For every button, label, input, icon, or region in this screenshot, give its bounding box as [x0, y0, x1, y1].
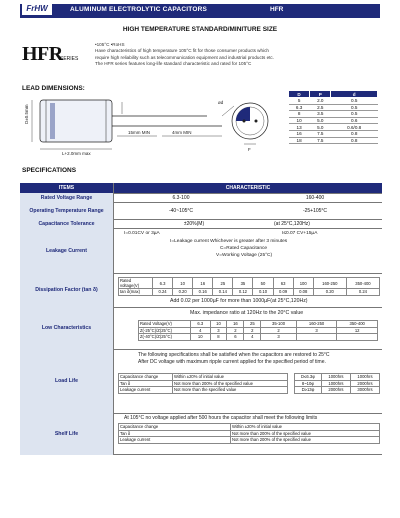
capacitance-tolerance-value: ±20%(M): [183, 220, 205, 227]
limit-cell: Not more than 200% of the specified value: [173, 380, 288, 387]
criterion-cell: Leakage current: [119, 437, 231, 444]
dim-cell: 8: [289, 111, 310, 118]
z-cell: [337, 334, 378, 341]
dim-cell: 0.8: [331, 137, 378, 144]
leakage-note: I=Leakage current Whichever is greater after 3 minutes: [170, 239, 288, 244]
load-life-line: After DC voltage with maximum ripple current applied for the specified period of time.: [138, 359, 326, 365]
lead-dimension-table: [288, 90, 378, 144]
dim-cell: 7.5: [310, 130, 331, 137]
shelf-life-label: Shelf Life: [20, 413, 113, 455]
z-cell: 3: [296, 327, 337, 334]
rated-voltage-high: 160-400: [305, 194, 325, 201]
dim-header: D: [289, 91, 310, 98]
voltage-cell: 350-400: [337, 321, 378, 328]
drawing-label-d-lead: ød: [218, 100, 224, 105]
table-row: [289, 124, 378, 131]
criterion-cell: Tan δ: [119, 430, 231, 437]
size-cell: 8~10φ: [295, 380, 322, 387]
tan-cell: 0.14: [213, 289, 233, 296]
hours-cell: 1000hrs: [350, 374, 379, 381]
description-line: The HFR series features long-life standard characteristic and rated for 105°C: [95, 61, 252, 67]
load-life-time-table: [294, 373, 380, 394]
dim-cell: 5.0: [310, 117, 331, 124]
table-row: [295, 380, 380, 387]
impedance-table: [138, 320, 378, 341]
shelf-life-table: [118, 423, 380, 444]
dissipation-table: [118, 277, 380, 296]
leakage-note: C=Rated Capacitance: [220, 246, 268, 251]
header-title: ALUMINUM ELECTROLYTIC CAPACITORS: [70, 6, 208, 13]
voltage-cell: 16: [193, 278, 213, 289]
tan-cell: 0.16: [193, 289, 213, 296]
brand-logo: FrHW: [22, 3, 52, 15]
table-row: [289, 130, 378, 137]
specifications-title: SPECIFICATIONS: [22, 167, 77, 174]
description-line: Have characteristics of high temperature 105°C fit for those consumer products which: [95, 48, 269, 54]
z-cell: 8: [210, 334, 227, 341]
dim-cell: 0.5: [331, 98, 378, 105]
criterion-cell: Capacitance change: [119, 374, 173, 381]
table-row: [295, 387, 380, 394]
table-row: [139, 334, 378, 341]
voltage-cell: 50: [253, 278, 273, 289]
limit-cell: Not more than 200% of the specified value: [231, 437, 380, 444]
table-row: [289, 111, 378, 118]
voltage-cell: 6.3: [191, 321, 211, 328]
z-cell: 4: [191, 327, 211, 334]
dim-cell: 13: [289, 124, 310, 131]
z-cell: 6: [227, 334, 244, 341]
dim-cell: 16: [289, 130, 310, 137]
z-cell: 12: [337, 327, 378, 334]
voltage-cell: 35: [233, 278, 253, 289]
limit-cell: Not more than 200% of the specified value: [231, 430, 380, 437]
tan-cell: 0.12: [233, 289, 253, 296]
table-row: [119, 437, 380, 444]
dim-cell: 2.0: [310, 98, 331, 105]
table-row: [119, 289, 380, 296]
dim-cell: 10: [289, 117, 310, 124]
z-cell: 3: [261, 334, 296, 341]
series-word: SERIES: [60, 56, 79, 62]
description-line: •105°C •RoHS: [95, 42, 125, 47]
table-row: [289, 98, 378, 105]
operating-temp-high: -25+105°C: [302, 207, 328, 214]
table-row: [119, 387, 288, 394]
load-life-label: Load Life: [20, 349, 113, 413]
z-cell: 4: [244, 334, 261, 341]
dim-cell: 5: [289, 98, 310, 105]
dim-cell: 6.3: [289, 104, 310, 111]
operating-temp-label: Operating Temperature Range: [20, 202, 113, 219]
hours-cell: 1000hrs: [321, 380, 350, 387]
leakage-current-label: Leakage Current: [20, 228, 113, 273]
lead-dimension-drawing: [22, 94, 277, 156]
hours-cell: 3000hrs: [350, 387, 379, 394]
voltage-cell: 100: [293, 278, 313, 289]
voltage-cell: 350-400: [346, 278, 379, 289]
rated-voltage-low: 6.3-100: [172, 194, 190, 201]
voltage-cell: 25: [244, 321, 261, 328]
tan-cell: 0.08: [293, 289, 313, 296]
voltage-cell: 16: [227, 321, 244, 328]
z-cell: 3: [210, 327, 227, 334]
drawing-label-f: F: [248, 147, 251, 152]
dim-cell: 0.5: [331, 111, 378, 118]
tan-cell: 0.10: [253, 289, 273, 296]
load-life-table: [118, 373, 288, 394]
row-label: Rated Voltage(V): [139, 321, 191, 328]
table-row: [289, 104, 378, 111]
hours-cell: 1000hrs: [321, 374, 350, 381]
dissipation-note: Add 0.02 per 1000µF for more than 1000µF(at 25°C,120Hz): [170, 298, 308, 304]
characteristic-header: CHARACTERISTIC: [114, 183, 382, 193]
drawing-label-lead-min2: 4mm MIN: [172, 130, 192, 135]
row-label: Z(-25°C)/Z(25°C): [139, 327, 191, 334]
hours-cell: 2000hrs: [350, 380, 379, 387]
size-cell: D≥13φ: [295, 387, 322, 394]
limit-cell: Within ±20% of initial value: [231, 424, 380, 431]
limit-cell: Within ±20% of initial value: [173, 374, 288, 381]
tan-cell: 0.24: [346, 289, 379, 296]
z-cell: [296, 334, 337, 341]
shelf-life-line: At 105°C no voltage applied after 500 hours the capacitor shall meet the following limits: [124, 415, 318, 421]
table-row: [289, 137, 378, 144]
row-label: tan δ(max): [119, 289, 153, 296]
description-line: require high reliability such as telecommunication equipment and industrial products etc.: [95, 54, 274, 60]
dim-cell: 2.5: [310, 104, 331, 111]
tan-cell: 0.09: [273, 289, 293, 296]
dim-cell: 3.5: [310, 111, 331, 118]
criterion-cell: Tan δ: [119, 380, 173, 387]
z-cell: 2: [261, 327, 296, 334]
series-code: HFR: [22, 43, 63, 65]
voltage-cell: 6.3: [153, 278, 173, 289]
z-cell: 2: [244, 327, 261, 334]
low-characteristics-title: Max. impedance ratio at 120Hz to the 20°C value: [190, 310, 304, 316]
leakage-note: V=Working Voltage (25°C): [216, 253, 273, 258]
dim-cell: 0.6/0.8: [331, 124, 378, 131]
lead-dimensions-title: LEAD DIMENSIONS:: [22, 85, 85, 92]
dim-cell: 5.0: [310, 124, 331, 131]
voltage-cell: 160-250: [296, 321, 337, 328]
row-label: Z(-40°C)/Z(25°C): [139, 334, 191, 341]
dissipation-factor-label: Dissipation Factor (tan δ): [20, 273, 113, 307]
items-header: ITEMS: [20, 183, 113, 193]
voltage-cell: 25: [213, 278, 233, 289]
dim-cell: 18: [289, 137, 310, 144]
voltage-cell: 35-100: [261, 321, 296, 328]
dim-header: P: [310, 91, 331, 98]
tan-cell: 0.20: [313, 289, 346, 296]
table-row: [295, 374, 380, 381]
z-cell: 10: [191, 334, 211, 341]
dim-cell: 0.5: [331, 104, 378, 111]
limit-cell: Not more than the specified value: [173, 387, 288, 394]
drawing-label-d: D±0.5mm: [24, 104, 29, 124]
rated-voltage-label: Rated Voltage Range: [20, 193, 113, 202]
tan-cell: 0.20: [173, 289, 193, 296]
capacitance-tolerance-cond: (at 25°C,120Hz): [274, 220, 310, 227]
leakage-formula-high: I≤0.07 CV+15µA: [282, 231, 318, 236]
tan-cell: 0.24: [153, 289, 173, 296]
dim-cell: 0.6: [331, 117, 378, 124]
dim-cell: 0.8: [331, 130, 378, 137]
page-subtitle: HIGH TEMPERATURE STANDARD/MINITURE SIZE: [122, 26, 278, 33]
criterion-cell: Leakage current: [119, 387, 173, 394]
low-characteristics-label: Low Characteristics: [20, 307, 113, 349]
voltage-cell: 160-250: [313, 278, 346, 289]
size-cell: D≤6.3φ: [295, 374, 322, 381]
capacitance-tolerance-label: Capacitance Tolerance: [20, 219, 113, 228]
table-row: [119, 278, 380, 289]
header-series-code: HFR: [270, 6, 284, 13]
hours-cell: 2000hrs: [321, 387, 350, 394]
criterion-cell: Capacitance change: [119, 424, 231, 431]
table-row: [289, 117, 378, 124]
series-description: [95, 42, 385, 68]
operating-temp-low: -40~105°C: [168, 207, 194, 214]
row-label: Rated voltage(V): [119, 278, 153, 289]
dim-header: d: [331, 91, 378, 98]
drawing-label-l: L+2.0mm max: [62, 151, 91, 156]
drawing-label-lead-min: 15mm MIN: [128, 130, 151, 135]
dim-cell: 7.5: [310, 137, 331, 144]
voltage-cell: 10: [210, 321, 227, 328]
column-divider: [113, 183, 114, 455]
voltage-cell: 63: [273, 278, 293, 289]
leakage-formula-low: I=0.01CV or 3µA: [124, 231, 160, 236]
voltage-cell: 10: [173, 278, 193, 289]
load-life-line: The following specifications shall be satisfied when the capacitors are restored to 25°C: [138, 352, 330, 358]
z-cell: 2: [227, 327, 244, 334]
